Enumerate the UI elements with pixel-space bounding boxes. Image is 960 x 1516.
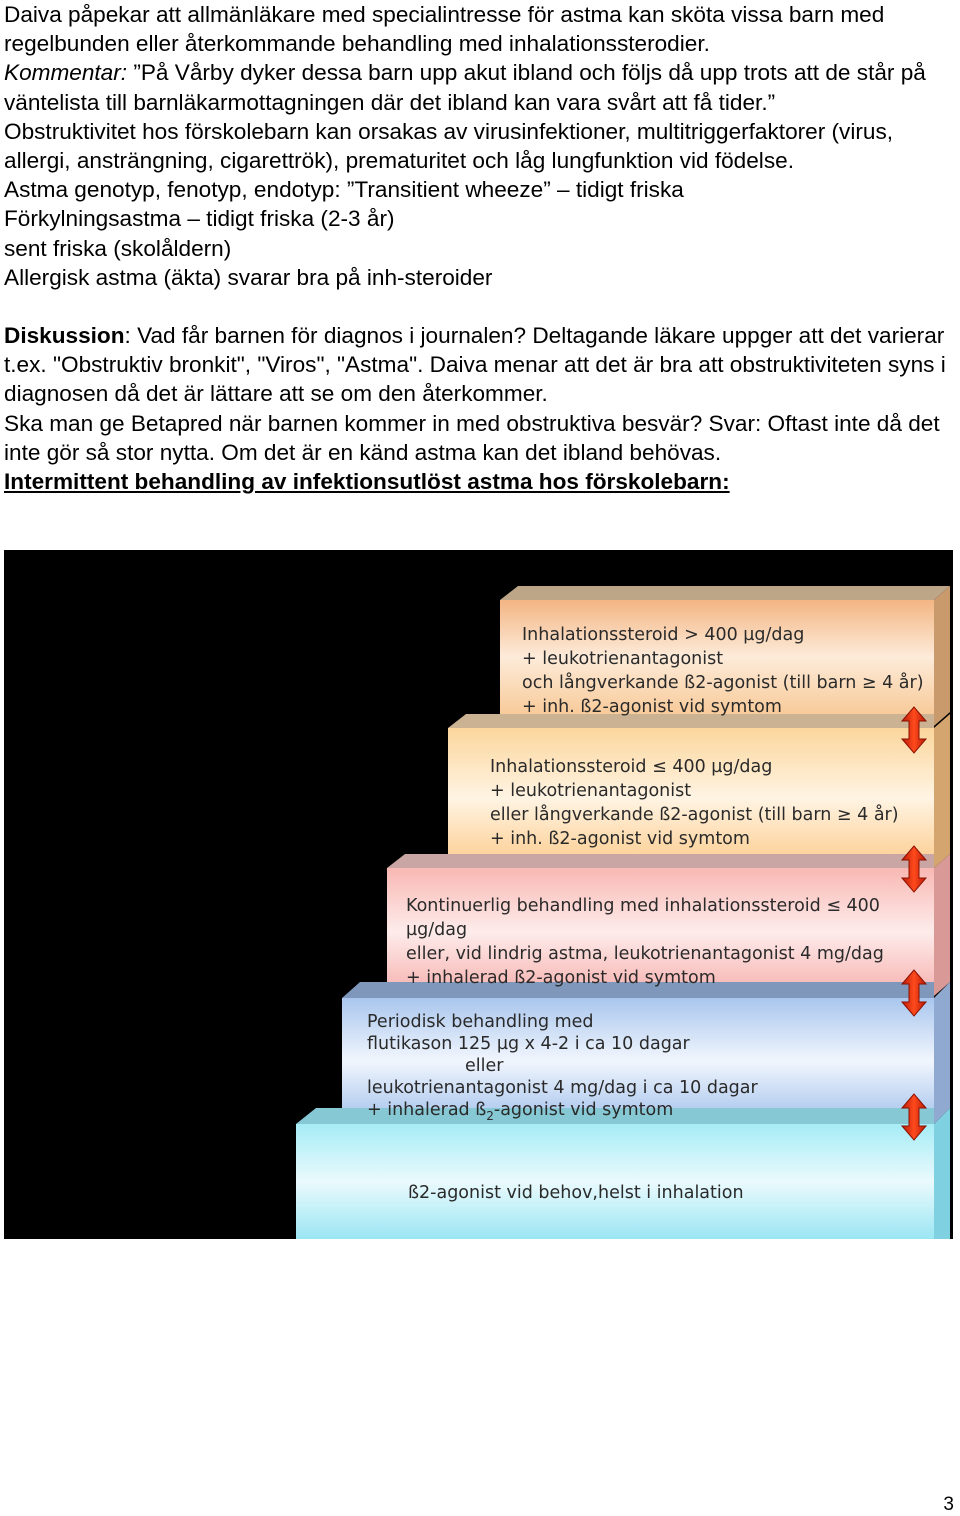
step-3-line: Kontinuerlig behandling med inhalationssteroid ≤ 400 — [406, 896, 880, 916]
page-number: 3 — [943, 1494, 954, 1515]
paragraph: Allergisk astma (äkta) svarar bra på inh-steroider — [4, 264, 493, 290]
step-1 — [296, 1108, 950, 1239]
comment-text: ”På Vårby dyker dessa barn upp akut ibland och följs då upp trots att de står på väntelista till barnläkarmottagningen där det ibland kan vara svårt att få tider.” — [4, 60, 926, 115]
discussion-text: : Vad får barnen för diagnos i journalen? Deltagande läkare uppger att det varierar t.ex. "Obstruktiv bronkit", "Viros", "Astma". Daiva menar att det är bra att obstruktiviteten syns i diagnosen då det är lättare att se om den återkommer. — [4, 323, 946, 407]
comment-label: Kommentar: — [4, 60, 128, 86]
paragraph: Daiva påpekar att allmänläkare med specialintresse för astma kan sköta vissa barn med regelbunden eller återkommande behandling med inhalationssterodier. — [4, 2, 885, 57]
paragraph: sent friska (skolåldern) — [4, 235, 232, 261]
step-5-line: + inh. ß2-agonist vid symtom — [522, 697, 782, 717]
step-5-line: + leukotrienantagonist — [522, 649, 724, 669]
step-4-line: Inhalationssteroid ≤ 400 µg/dag — [490, 757, 773, 777]
step-3-line: µg/dag — [406, 920, 468, 940]
paragraph — [4, 58, 954, 116]
step-1-line: ß2-agonist vid behov,helst i inhalation — [408, 1183, 744, 1203]
paragraph: Obstruktivitet hos förskolebarn kan orsakas av virusinfektioner, multitriggerfaktorer (virus, allergi, ansträngning, cigarettrök), prematuritet och låg lungfunktion vid födelse. — [4, 118, 894, 174]
section-heading: Intermittent behandling av infektionsutlöst astma hos förskolebarn: — [4, 469, 730, 495]
step-3-line: eller, vid lindrig astma, leukotrienantagonist 4 mg/dag — [406, 944, 884, 964]
step-4-line: + leukotrienantagonist — [490, 781, 692, 801]
step-3-line: + inhalerad ß2-agonist vid symtom — [406, 968, 716, 988]
step-4-line: eller långverkande ß2-agonist (till barn ≥ 4 år) — [490, 805, 899, 825]
step-2-line: flutikason 125 µg x 4-2 i ca 10 dagar — [367, 1034, 690, 1054]
step-2-line — [367, 1100, 673, 1123]
step-2-line-suffix: -agonist vid symtom — [493, 1100, 674, 1120]
notes-text — [4, 0, 954, 496]
step-2-line: Periodisk behandling med — [367, 1012, 594, 1032]
step-4-line: + inh. ß2-agonist vid symtom — [490, 829, 750, 849]
discussion-label: Diskussion — [4, 323, 125, 349]
step-2-line-prefix: + inhalerad ß — [367, 1100, 487, 1120]
treatment-staircase-figure — [4, 550, 953, 1239]
step-2-line-subscript: 2 — [486, 1109, 494, 1123]
step-2-line: eller — [465, 1056, 504, 1076]
step-2-line: leukotrienantagonist 4 mg/dag i ca 10 dagar — [367, 1078, 758, 1098]
paragraph: Förkylningsastma – tidigt friska (2-3 år) — [4, 206, 395, 232]
paragraph — [4, 321, 954, 409]
paragraph: Astma genotyp, fenotyp, endotyp: ”Transitient wheeze” – tidigt friska — [4, 177, 684, 203]
step-5-line: och långverkande ß2-agonist (till barn ≥ 4 år) — [522, 673, 924, 693]
paragraph: Ska man ge Betapred när barnen kommer in med obstruktiva besvär? Svar: Oftast inte då det inte gör så stor nytta. Om det är en känd astma kan det ibland behövas. — [4, 410, 940, 465]
step-5-line: Inhalationssteroid > 400 µg/dag — [522, 625, 805, 645]
